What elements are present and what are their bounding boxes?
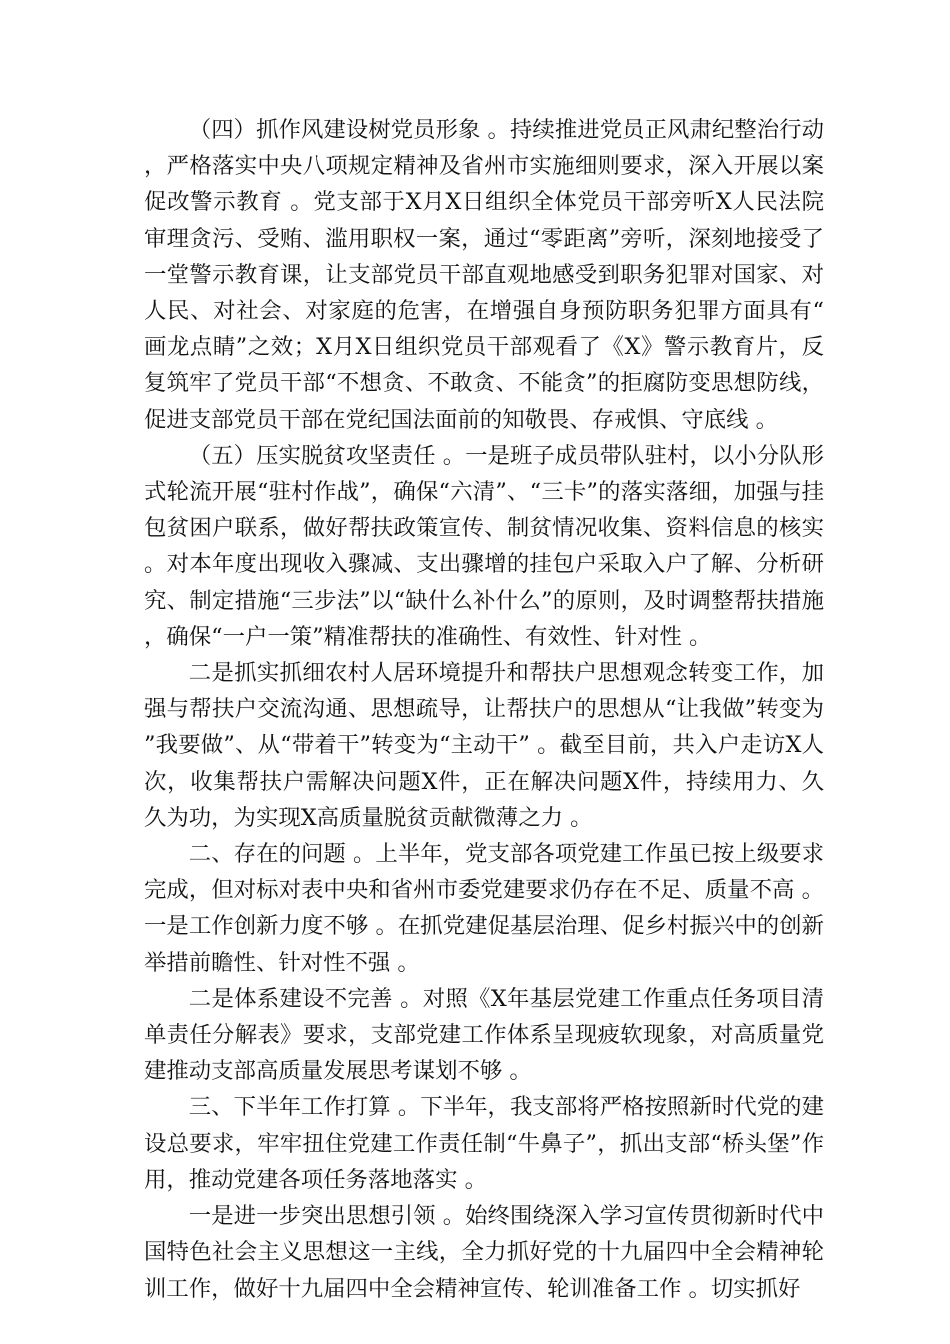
paragraph-second-half-plan: 三、下半年工作打算 。下半年，我支部将严格按照新时代党的建设总要求，牢牢扭住党建工作责任制“牛鼻子”，抓出支部“桥头堡”作用，推动党建各项任务落地落实 。 bbox=[144, 1094, 824, 1193]
paragraph-work-style: （四）抓作风建设树党员形象 。持续推进党员正风肃纪整治行动，严格落实中央八项规定精神及省州市实施细则要求，深入开展以案促改警示教育 。党支部于X月X日组织全体党员干部旁听X人民法院审理贪污、受贿、滥用职权一案，通过“零距离”旁听，深刻地接受了一堂警示教育课，让支部党员干部直观地感受到职务犯罪对国家、对人民、对社会、对家庭的危害，在增强自身预防职务犯罪方面具有“画龙点睛”之效；X月X日组织党员干部观看了《X》警示教育片，反复筑牢了党员干部“不想贪、不敢贪、不能贪”的拒腐防变思想防线，促进支部党员干部在党纪国法面前的知敬畏、存戒惧、守底线 。 bbox=[144, 117, 824, 433]
paragraph-living-environment: 二是抓实抓细农村人居环境提升和帮扶户思想观念转变工作，加强与帮扶户交流沟通、思想疏导，让帮扶户的思想从“让我做”转变为”我要做”、从“带着干”转变为“主动干” 。截至目前，共入户走访X人次，收集帮扶户需解决问题X件，正在解决问题X件，持续用力、久久为功，为实现X高质量脱贫贡献微薄之力 。 bbox=[144, 660, 824, 831]
paragraph-existing-problems: 二、存在的问题 。上半年，党支部各项党建工作虽已按上级要求完成，但对标对表中央和省州市委党建要求仍存在不足、质量不高 。一是工作创新力度不够 。在抓党建促基层治理、促乡村振兴中的创新举措前瞻性、针对性不强 。 bbox=[144, 841, 824, 976]
document-body bbox=[144, 112, 824, 1307]
paragraph-poverty-alleviation: （五）压实脱贫攻坚责任 。一是班子成员带队驻村，以小分队形式轮流开展“驻村作战”，确保“六清”、“三卡”的落实落细，加强与挂包贫困户联系，做好帮扶政策宣传、制贫情况收集、资料信息的核实 。对本年度出现收入骤减、支出骤增的挂包户采取入户了解、分析研究、制定措施“三步法”以“缺什么补什么”的原则，及时调整帮扶措施，确保“一户一策”精准帮扶的准确性、有效性、针对性 。 bbox=[144, 442, 824, 650]
paragraph-system-building: 二是体系建设不完善 。对照《X年基层党建工作重点任务项目清单责任分解表》要求，支部党建工作体系呈现疲软现象，对高质量党建推动支部高质量发展思考谋划不够 。 bbox=[144, 985, 824, 1085]
paragraph-ideological-guidance: 一是进一步突出思想引领 。始终围绕深入学习宣传贯彻新时代中国特色社会主义思想这一主线，全力抓好党的十九届四中全会精神轮训工作，做好十九届四中全会精神宣传、轮训准备工作 。切实抓好 bbox=[144, 1203, 824, 1302]
